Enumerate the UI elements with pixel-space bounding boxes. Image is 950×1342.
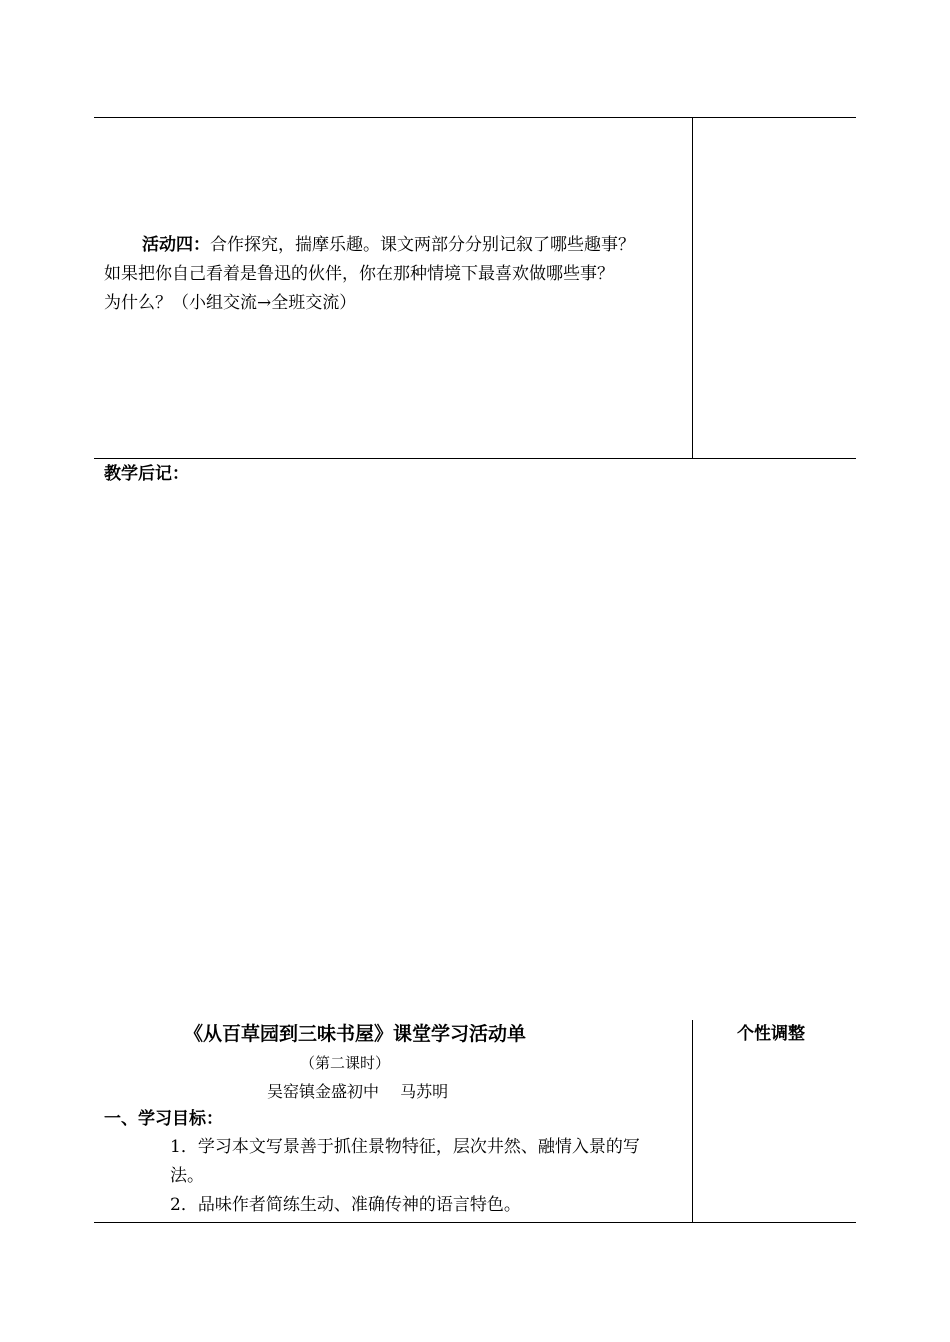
- objective-1-line2: 法。: [170, 1166, 204, 1186]
- lesson-subtitle: （第二课时）: [300, 1054, 391, 1072]
- table1-column-divider: [692, 117, 693, 458]
- table1-bottom-border: [94, 458, 856, 459]
- table1-top-border: [94, 117, 856, 118]
- activity4-line2: 如果把你自己看着是鲁迅的伙伴，你在那种情境下最喜欢做哪些事？: [104, 264, 614, 284]
- objective-1-line1: 1．学习本文写景善于抓住景物特征，层次井然、融情入景的写: [170, 1137, 640, 1157]
- activity4-line1: [142, 231, 635, 260]
- objectives-heading: 一、学习目标：: [104, 1109, 223, 1129]
- objective-2: 2．品味作者简练生动、准确传神的语言特色。: [170, 1195, 521, 1215]
- table2-bottom-border: [94, 1222, 856, 1223]
- document-title: 《从百草园到三味书屋》课堂学习活动单: [184, 1023, 527, 1045]
- author-line: 吴窑镇金盛初中 马苏明: [267, 1082, 449, 1101]
- side-column-header: 个性调整: [737, 1024, 805, 1044]
- activity4-line3: 为什么？（小组交流→全班交流）: [104, 293, 357, 313]
- postscript-label: 教学后记：: [104, 464, 189, 484]
- activity4-label: 活动四：: [142, 235, 210, 255]
- activity4-text-line1: 合作探究，揣摩乐趣。课文两部分分别记叙了哪些趣事？: [210, 235, 635, 255]
- table2-column-divider: [692, 1020, 693, 1222]
